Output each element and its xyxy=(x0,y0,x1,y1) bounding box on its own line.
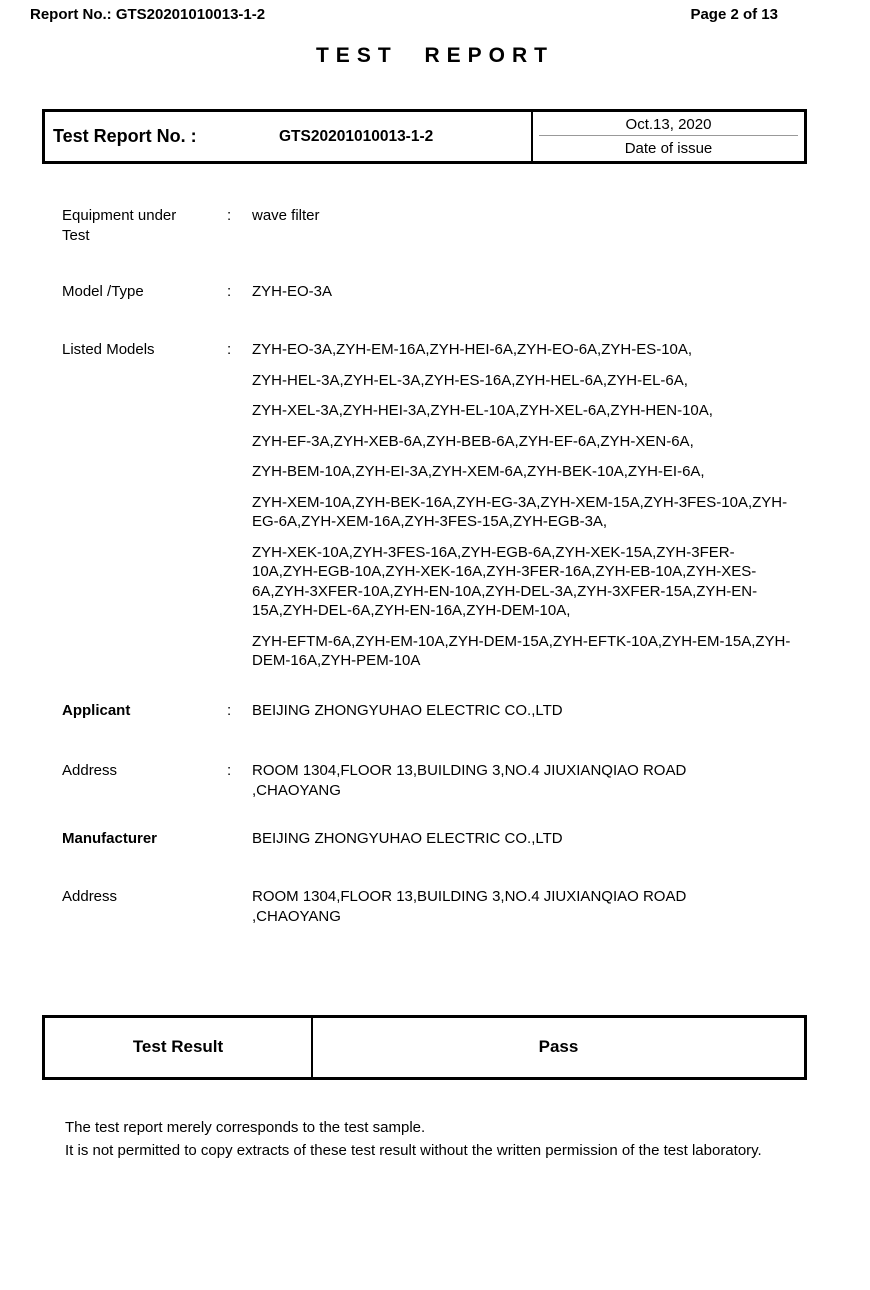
listed-models-group: ZYH-XEL-3A,ZYH-HEI-3A,ZYH-EL-10A,ZYH-XEL-6A,ZYH-HEN-10A, xyxy=(252,402,713,419)
model-colon: : xyxy=(227,283,232,300)
header-report-no: Report No.: GTS20201010013-1-2 xyxy=(30,6,266,23)
equipment-value: wave filter xyxy=(252,207,320,224)
listed-models-group: ZYH-EF-3A,ZYH-XEB-6A,ZYH-BEB-6A,ZYH-EF-6A,ZYH-XEN-6A, xyxy=(252,432,694,450)
applicant-value: BEIJING ZHONGYUHAO ELECTRIC CO.,LTD xyxy=(252,701,563,719)
applicant-address-label: Address xyxy=(62,761,118,779)
test-result-value-cell xyxy=(313,1018,804,1077)
manufacturer-address-value: ROOM 1304,FLOOR 13,BUILDING 3,NO.4 JIUXIANQIAO ROAD ,CHAOYANG xyxy=(252,887,687,925)
running-header xyxy=(0,0,870,23)
field-model-type xyxy=(62,282,794,302)
listed-models-group: ZYH-XEK-10A,ZYH-3FES-16A,ZYH-EGB-6A,ZYH-XEK-15A,ZYH-3FER-10A,ZYH-EGB-10A,ZYH-XEK-16A,ZYH-3FER-16A,ZYH-EB-10A,ZYH-XES-6A,ZYH-3XFER-10A,ZYH-EN-10A,ZYH-DEL-3A,ZYH-3XFER-15A,ZYH-EN-15A,ZYH-DEL-6A,ZYH-EN-16A,ZYH-DEM-10A, xyxy=(252,543,758,619)
applicant-address-value: ROOM 1304,FLOOR 13,BUILDING 3,NO.4 JIUXIANQIAO ROAD ,CHAOYANG xyxy=(252,761,687,799)
manufacturer-value: BEIJING ZHONGYUHAO ELECTRIC CO.,LTD xyxy=(252,829,563,847)
listed-models-value xyxy=(252,340,794,671)
equipment-colon: : xyxy=(227,207,232,224)
report-fields xyxy=(62,206,794,927)
field-listed-models xyxy=(62,340,794,671)
header-page-number: Page 2 of 13 xyxy=(690,6,778,23)
listed-models-colon: : xyxy=(227,341,232,358)
model-value: ZYH-EO-3A xyxy=(252,283,333,300)
report-number-label: Test Report No. : xyxy=(53,126,197,146)
report-number-value: GTS20201010013-1-2 xyxy=(279,127,434,145)
page-title: TEST REPORT xyxy=(315,44,554,67)
equipment-label: Equipment under Test xyxy=(62,207,177,244)
manufacturer-colon xyxy=(227,829,252,849)
report-number-cell xyxy=(45,112,533,161)
manufacturer-label: Manufacturer xyxy=(62,829,158,847)
date-of-issue-value: Oct.13, 2020 xyxy=(539,112,798,136)
test-result-label: Test Result xyxy=(132,1037,224,1056)
disclaimer-line-1: The test report merely corresponds to the test sample. xyxy=(65,1118,426,1136)
test-result-value: Pass xyxy=(538,1037,579,1056)
date-of-issue-cell xyxy=(533,112,804,161)
model-label: Model /Type xyxy=(62,283,144,300)
applicant-colon: : xyxy=(227,701,232,719)
field-manufacturer-address xyxy=(62,887,794,927)
test-result-table xyxy=(42,1015,807,1080)
disclaimer xyxy=(65,1116,830,1163)
applicant-address-colon: : xyxy=(227,761,232,779)
report-number-table xyxy=(42,109,807,164)
applicant-label: Applicant xyxy=(62,701,131,719)
field-applicant xyxy=(62,701,794,721)
test-result-label-cell xyxy=(45,1018,313,1077)
date-of-issue-label: Date of issue xyxy=(624,140,713,157)
listed-models-group: ZYH-EO-3A,ZYH-EM-16A,ZYH-HEI-6A,ZYH-EO-6A,ZYH-ES-10A, xyxy=(252,341,693,358)
disclaimer-line-2: It is not permitted to copy extracts of these test result without the written permission of the test laboratory. xyxy=(65,1142,762,1159)
listed-models-group: ZYH-XEM-10A,ZYH-BEK-16A,ZYH-EG-3A,ZYH-XEM-15A,ZYH-3FES-10A,ZYH-EG-6A,ZYH-XEM-16A,ZYH-3FES-15A,ZYH-EGB-3A, xyxy=(252,493,788,530)
listed-models-group: ZYH-HEL-3A,ZYH-EL-3A,ZYH-ES-16A,ZYH-HEL-6A,ZYH-EL-6A, xyxy=(252,371,688,389)
manufacturer-address-colon xyxy=(227,887,252,927)
listed-models-group: ZYH-BEM-10A,ZYH-EI-3A,ZYH-XEM-6A,ZYH-BEK-10A,ZYH-EI-6A, xyxy=(252,463,705,480)
manufacturer-address-label: Address xyxy=(62,887,118,905)
field-applicant-address xyxy=(62,761,794,801)
field-equipment-under-test xyxy=(62,206,794,246)
listed-models-group: ZYH-EFTM-6A,ZYH-EM-10A,ZYH-DEM-15A,ZYH-EFTK-10A,ZYH-EM-15A,ZYH-DEM-16A,ZYH-PEM-10A xyxy=(252,632,791,669)
field-manufacturer xyxy=(62,829,794,849)
listed-models-label: Listed Models xyxy=(62,341,155,358)
